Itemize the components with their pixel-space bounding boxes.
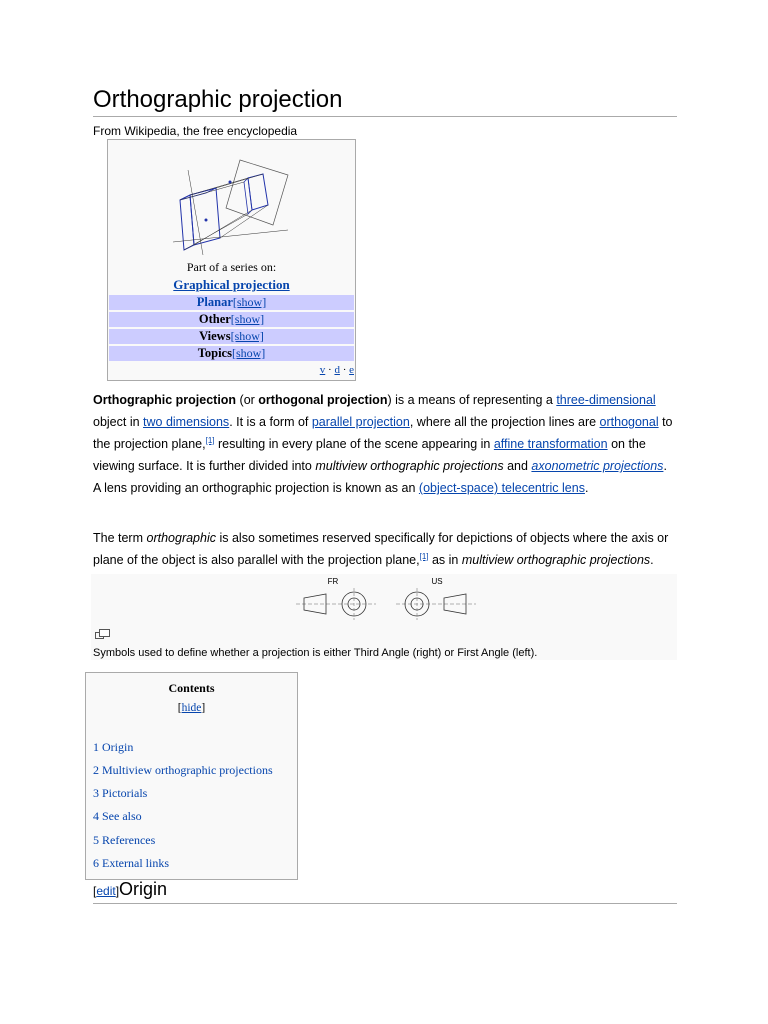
term-text: The term: [93, 531, 147, 545]
view-template-link[interactable]: v: [319, 364, 326, 376]
us-label: US: [431, 577, 443, 586]
axonometric-projections-link[interactable]: axonometric projections: [531, 459, 664, 473]
topics-show-toggle[interactable]: [show]: [231, 346, 266, 360]
series-label: Part of a series on:: [186, 260, 277, 274]
intro-text: resulting in every plane of the scene appearing in: [214, 437, 494, 451]
italic-term: orthographic: [146, 531, 216, 545]
intro-text: , where all the projection lines are: [409, 415, 600, 429]
graphical-projection-link[interactable]: Graphical projection: [173, 277, 290, 292]
italic-term: multiview orthographic projections: [315, 459, 504, 473]
term-text: as in: [428, 553, 462, 567]
intro-paragraph: [93, 389, 673, 499]
projection-diagram-image[interactable]: [168, 150, 298, 255]
infobox-row-planar: [109, 295, 354, 310]
other-show-toggle[interactable]: [show]: [230, 312, 265, 326]
reference-1-link[interactable]: [1]: [205, 435, 215, 445]
tagline: From Wikipedia, the free encyclopedia: [93, 124, 298, 138]
toc-hide-link[interactable]: hide: [181, 702, 202, 714]
term-text: .: [650, 553, 654, 567]
term-bold: Orthographic projection: [93, 393, 237, 407]
intro-text: object in: [93, 415, 144, 429]
intro-text: . A lens providing an orthographic projection is known as an: [93, 459, 667, 495]
intro-text: to the projection plane,: [93, 415, 673, 451]
toc-hide-toggle: [hide]: [177, 702, 206, 714]
affine-transformation-link[interactable]: affine transformation: [493, 437, 608, 451]
infobox-row-topics: [109, 346, 354, 361]
page-title: Orthographic projection: [93, 84, 677, 117]
topics-label: Topics: [197, 346, 232, 360]
intro-text: . It is a form of: [229, 415, 312, 429]
other-label: Other: [198, 312, 231, 326]
toc-title: Contents: [168, 681, 215, 695]
intro-text: (or: [236, 393, 259, 407]
views-show-toggle[interactable]: [show]: [230, 329, 264, 343]
section-title: Origin: [119, 879, 168, 899]
discuss-template-link[interactable]: d: [334, 364, 340, 376]
projection-symbols-figure: [91, 574, 677, 660]
vde-separator: ·: [342, 364, 347, 376]
two-dimensions-link[interactable]: two dimensions: [143, 415, 230, 429]
toc-item-external-links[interactable]: 6 External links: [93, 856, 169, 870]
toc-item-pictorials[interactable]: 3 Pictorials: [93, 786, 148, 800]
intro-text: on the viewing surface. It is further divided into: [93, 437, 646, 473]
series-infobox: [107, 139, 356, 381]
vde-separator: ·: [328, 364, 332, 376]
figure-caption: Symbols used to define whether a projection is either Third Angle (right) or First Angle (left).: [93, 647, 538, 659]
edit-template-link[interactable]: e: [349, 364, 354, 376]
enlarge-icon[interactable]: [95, 629, 110, 640]
intro-text: and: [503, 459, 532, 473]
parallel-projection-link[interactable]: parallel projection: [311, 415, 410, 429]
infobox-row-other: [109, 312, 354, 327]
angle-symbols-image[interactable]: [296, 576, 476, 624]
planar-show-toggle[interactable]: [show]: [232, 295, 267, 309]
telecentric-lens-link[interactable]: (object-space) telecentric lens: [418, 481, 585, 495]
table-of-contents: [85, 672, 298, 880]
section-edit: [edit]: [93, 884, 120, 898]
intro-text: ) is a means of representing a: [387, 393, 557, 407]
fr-label: FR: [327, 577, 339, 586]
edit-section-link[interactable]: edit: [96, 884, 116, 898]
toc-item-see-also[interactable]: 4 See also: [93, 809, 142, 823]
term-text: is also sometimes reserved specifically for depictions of objects where the axis or plane of the object is also parallel with the projection plane,: [93, 531, 669, 567]
reference-1-link[interactable]: [1]: [419, 551, 429, 561]
term-paragraph: [93, 527, 673, 571]
orthogonal-link[interactable]: orthogonal: [599, 415, 659, 429]
infobox-row-views: [109, 329, 354, 344]
views-label: Views: [199, 329, 231, 343]
planar-link[interactable]: Planar: [196, 295, 233, 309]
section-heading-origin: [93, 879, 677, 904]
term-bold: orthogonal projection: [258, 393, 388, 407]
three-dimensional-link[interactable]: three-dimensional: [556, 393, 656, 407]
intro-text: .: [584, 481, 589, 495]
toc-item-origin[interactable]: 1 Origin: [93, 740, 134, 754]
toc-item-multiview[interactable]: 2 Multiview orthographic projections: [93, 763, 273, 777]
italic-term: multiview orthographic projections: [461, 553, 651, 567]
navbox-vde: [320, 364, 354, 376]
toc-item-references[interactable]: 5 References: [93, 833, 156, 847]
